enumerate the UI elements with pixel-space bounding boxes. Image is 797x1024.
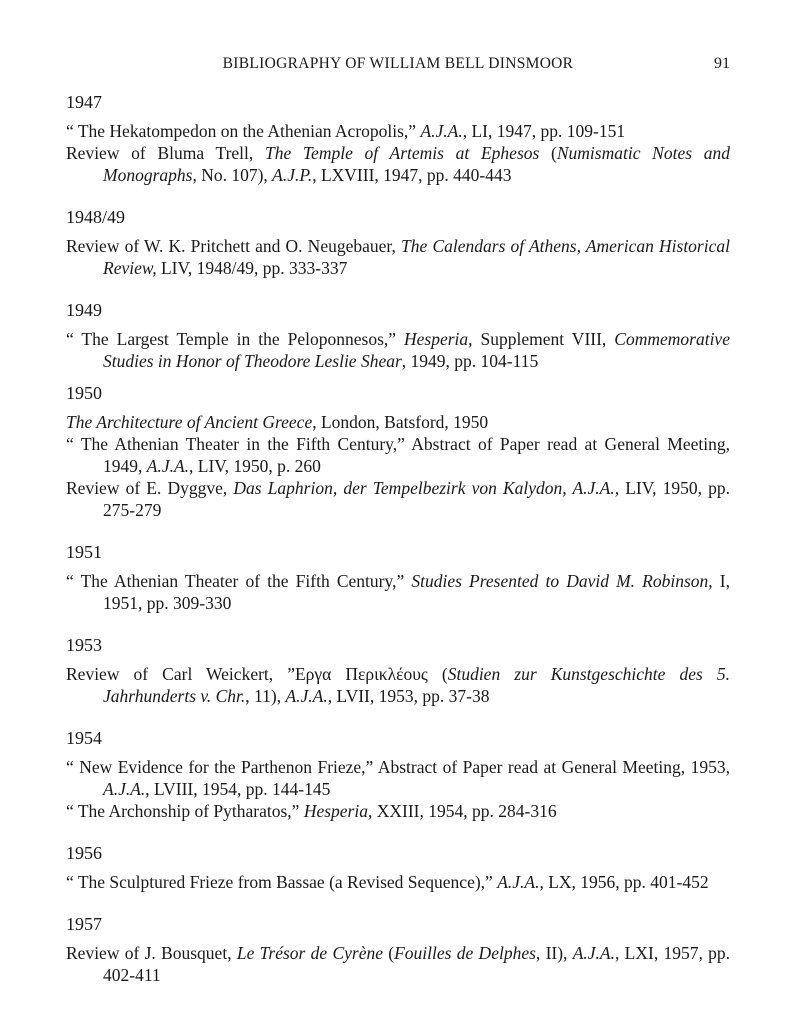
italic-title: The Temple of Artemis at Ephesos: [264, 143, 540, 163]
bibliography-entry: [66, 235, 730, 279]
bibliography-entry: [66, 328, 730, 372]
entry-text: “ The Sculptured Frieze from Bassae (a Revised Sequence),”: [66, 872, 498, 892]
entry-text: I, 1951, pp. 309-330: [103, 571, 730, 613]
year-section-1947: [66, 91, 730, 186]
italic-title: Hesperia,: [404, 329, 473, 349]
bibliography-entry: [66, 120, 730, 142]
entry-text: , 11),: [245, 686, 286, 706]
italic-title: The Architecture of Ancient Greece: [66, 412, 313, 432]
bibliography-entry: [66, 477, 730, 521]
italic-title: A.J.P.: [272, 165, 313, 185]
italic-title: Numismatic Notes and Monographs: [103, 143, 730, 185]
italic-title: A.J.A.: [420, 121, 463, 141]
year-heading: 1950: [66, 383, 102, 403]
bibliography-entry: [66, 756, 730, 800]
entry-text: (: [382, 943, 395, 963]
italic-title: Le Trésor de Cyrène: [236, 943, 383, 963]
italic-title: Studies Presented to David M. Robinson,: [411, 571, 713, 591]
bibliography-entry: [66, 871, 730, 893]
year-heading: 1947: [66, 92, 102, 112]
year-section-1950: [66, 382, 730, 521]
year-section-1957: [66, 913, 730, 986]
entry-text: , No. 107),: [192, 165, 273, 185]
italic-title: A.J.A.: [572, 943, 615, 963]
entry-text: , LXI, 1957, pp. 402-411: [103, 943, 731, 985]
italic-title: Commemorative Studies in Honor of Theodore Leslie Shear: [103, 329, 730, 371]
year-section-1949: [66, 299, 730, 372]
year-section-1948-49: [66, 206, 730, 279]
entry-text: Review of W. K. Pritchett and O. Neugebauer,: [66, 236, 402, 256]
entry-text: , LI, 1947, pp. 109-151: [462, 121, 626, 141]
bibliography-entry: [66, 800, 730, 822]
bibliography-entry: [66, 411, 730, 433]
entry-text: “ The Largest Temple in the Peloponnesos,”: [66, 329, 405, 349]
entry-text: “ New Evidence for the Parthenon Frieze,” Abstract of Paper read at General Meeting, 1953,: [66, 757, 730, 777]
entry-text: “ The Athenian Theater of the Fifth Century,”: [66, 571, 412, 591]
entry-text: Review of E. Dyggve,: [66, 478, 234, 498]
year-heading: 1954: [66, 728, 102, 748]
entry-text: , LXVIII, 1947, pp. 440-443: [312, 165, 512, 185]
entry-text: , LVIII, 1954, pp. 144-145: [145, 779, 331, 799]
bibliography-entry: [66, 142, 730, 186]
year-section-1954: [66, 727, 730, 822]
entry-text: “ The Athenian Theater in the Fifth Century,” Abstract of Paper read at General Meeting, 1949,: [66, 434, 730, 476]
entry-text: LIV, 1950, pp. 275-279: [103, 478, 730, 520]
entry-text: , LX, 1956, pp. 401-452: [539, 872, 709, 892]
bibliography-entry: [66, 663, 730, 707]
entry-text: , LIV, 1950, p. 260: [189, 456, 321, 476]
bibliography-entry: [66, 942, 730, 986]
italic-title: A.J.A.: [497, 872, 540, 892]
bibliography-list: [66, 91, 730, 1006]
entry-text: “ The Archonship of Pytharatos,”: [66, 801, 304, 821]
italic-title: A.J.A.: [103, 779, 146, 799]
italic-title: A.J.A.: [146, 456, 190, 476]
year-heading: 1957: [66, 914, 102, 934]
italic-title: Das Laphrion, der Tempelbezirk von Kalydon, A.J.A.,: [233, 478, 620, 498]
running-title: BIBLIOGRAPHY OF WILLIAM BELL DINSMOOR: [222, 55, 574, 72]
entry-text: XXIII, 1954, pp. 284-316: [372, 801, 557, 821]
entry-text: “ The Hekatompedon on the Athenian Acropolis,”: [66, 121, 421, 141]
entry-text: , London, Batsford, 1950: [312, 412, 489, 432]
entry-text: Review of Bluma Trell,: [66, 143, 265, 163]
entry-text: LIV, 1948/49, pp. 333-337: [156, 258, 348, 278]
entry-text: Review of Carl Weickert, ”Εργα Περικλέους (: [66, 664, 448, 684]
entry-text: , II),: [535, 943, 573, 963]
italic-title: The Calendars of Athens, American Historical Review,: [103, 236, 730, 278]
bibliography-entry: [66, 433, 730, 477]
year-heading: 1948/49: [66, 207, 126, 227]
italic-title: Fouilles de Delphes: [394, 943, 536, 963]
italic-title: Studien zur Kunstgeschichte des 5. Jahrhunderts v. Chr.: [103, 664, 730, 706]
year-heading: 1956: [66, 843, 102, 863]
entry-text: , LVII, 1953, pp. 37-38: [327, 686, 490, 706]
year-section-1951: [66, 541, 730, 614]
year-section-1953: [66, 634, 730, 707]
entry-text: , 1949, pp. 104-115: [401, 351, 539, 371]
entry-text: Review of J. Bousquet,: [66, 943, 237, 963]
italic-title: Hesperia,: [303, 801, 373, 821]
year-section-1956: [66, 842, 730, 893]
year-heading: 1949: [66, 300, 102, 320]
entry-text: (: [539, 143, 557, 163]
year-heading: 1951: [66, 542, 102, 562]
page-number: 91: [714, 55, 730, 72]
bibliography-entry: [66, 570, 730, 614]
entry-text: Supplement VIII,: [472, 329, 615, 349]
year-heading: 1953: [66, 635, 102, 655]
running-head: [66, 55, 730, 77]
italic-title: A.J.A.: [285, 686, 328, 706]
